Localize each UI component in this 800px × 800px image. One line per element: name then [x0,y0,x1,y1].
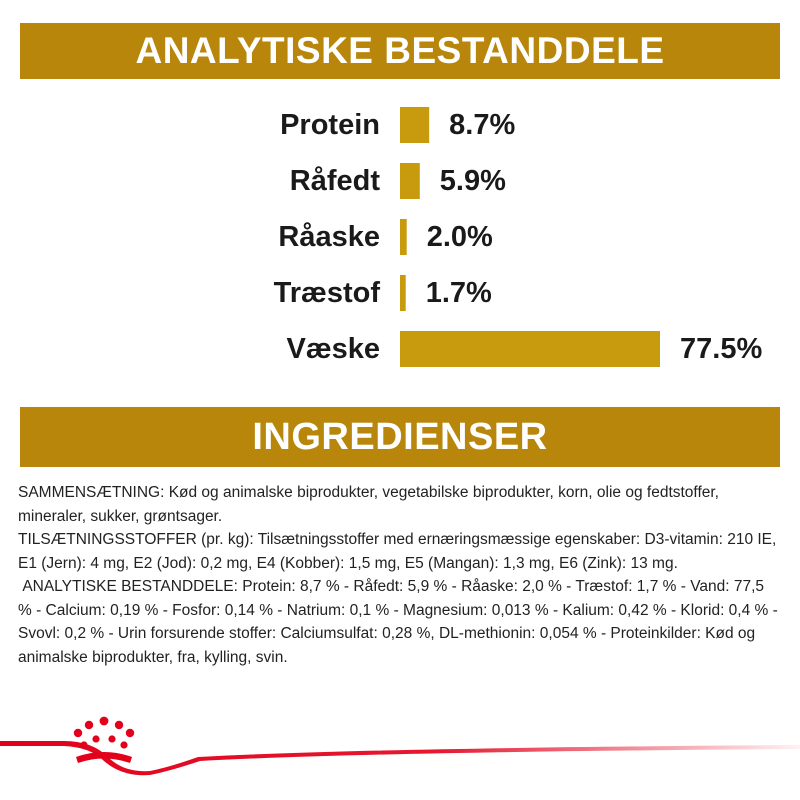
ingredients-composition: SAMMENSÆTNING: Kød og animalske biprodukter, vegetabilske biprodukter, korn, olie og fedtstoffer, mineraler, sukker, grøntsager. [18,484,724,525]
bar-væske [400,331,660,367]
ingredients-additives: TILSÆTNINGSSTOFFER (pr. kg): Tilsætningsstoffer med ernæringsmæssige egenskaber: D3-vitamin: 210 IE, E1 (Jern): 4 mg, E2 (Jod): 0,2 mg, E4 (Kobber): 1,5 mg, E5 (Mangan): 1,3 mg, E6 (Zink): 13 mg. [18,531,781,572]
bar-råfedt [400,163,420,199]
nutrient-bar-chart [0,95,800,385]
ingredients-body [18,481,782,669]
value-label: 5.9% [439,165,506,197]
bar-træstof [400,275,406,311]
category-label: Træstof [273,277,380,309]
footer-brand-wave [0,705,800,800]
category-label: Væske [286,333,380,365]
category-label: Råaske [278,221,380,253]
value-label: 8.7% [449,109,516,141]
category-label: Råfedt [289,165,380,197]
value-label: 77.5% [680,333,763,365]
category-label: Protein [280,109,380,141]
ingredients-analytics: ANALYTISKE BESTANDDELE: Protein: 8,7 % - Råfedt: 5,9 % - Råaske: 2,0 % - Træstof: 1,7 % - Vand: 77,5 % - Calcium: 0,19 % - Fosfor: 0,14 % - Natrium: 0,1 % - Magnesium: 0,013 % - Kalium: 0,42 % - Klorid: 0,4 % - Svovl: 0,2 % - Urin forsurende stoffer: Calciumsulfat: 0,28 %, DL-methionin: 0,054 % - Proteinkilder: Kød og animalske biprodukter, fra, kylling, svin. [18,578,783,666]
bar-protein [400,107,429,143]
ingredients-title: INGREDIENSER [252,415,548,458]
analytics-banner [20,23,780,79]
value-label: 2.0% [426,221,493,253]
analytics-title: ANALYTISKE BESTANDDELE [135,30,665,71]
ingredients-banner [20,407,780,467]
value-label: 1.7% [425,277,492,309]
bar-råaske [400,219,407,255]
crown-icon [74,717,134,763]
